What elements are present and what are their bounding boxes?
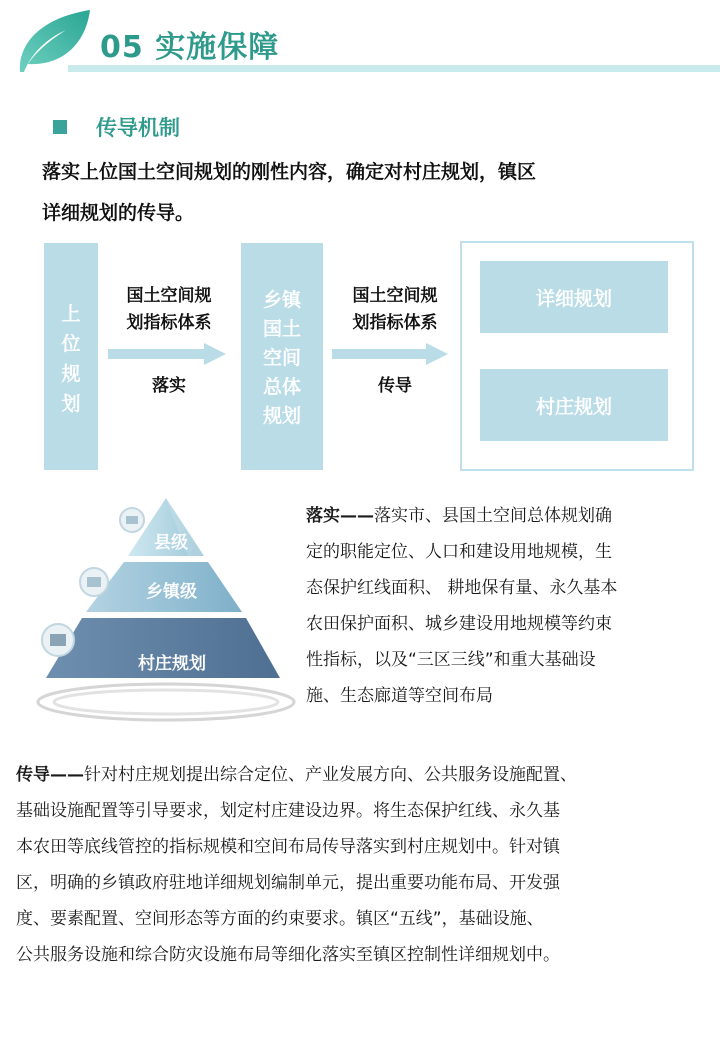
arrow1-label-line: 划指标体系 [126,313,212,333]
arrow2-label-line: 划指标体系 [352,313,438,333]
intro-line-2: 详细规划的传导。 [42,202,195,224]
pyramid-label-township: 乡镇级 [146,582,197,602]
detailed-plans-frame [460,241,694,471]
section-bullet [53,120,67,134]
chuandao-line: 公共服务设施和综合防灾设施布局等细化落实至镇区控制性详细规划中。 [16,945,560,965]
pyramid-label-village: 村庄规划 [138,654,206,674]
detailed-plan-box: 详细规划 [480,261,668,333]
chuandao-description [16,757,716,973]
township-plan-line: 空间 [262,347,301,369]
chuandao-line: 本农田等底线管控的指标规模和空间布局传导落实到村庄规划中。针对镇 [16,837,560,857]
village-plan-box: 村庄规划 [480,369,668,441]
arrow1-label-bottom: 落实 [152,376,186,396]
luoshi-line: 施、生态廊道等空间布局 [306,686,493,706]
chuandao-line: 基础设施配置等引导要求，划定村庄建设边界。将生态保护红线、永久基 [16,801,560,821]
header-rule [68,65,720,72]
planning-pyramid [28,488,308,728]
county-level-icon [120,508,144,532]
arrow1-label-line: 国土空间规 [126,286,212,306]
upper-plan-char: 划 [61,393,81,415]
chuandao-line: 度、要素配置、空间形态等方面的约束要求。镇区“五线”，基础设施、 [16,909,544,929]
upper-plan-char: 规 [61,363,81,385]
township-plan-box [241,243,323,470]
upper-plan-char: 上 [61,303,81,325]
pyramid-base-ring [54,690,278,714]
arrow2-label-bottom: 传导 [378,376,412,396]
intro-paragraph [42,152,692,234]
arrow1-label-top [110,283,228,337]
luoshi-line: 性指标，以及“三区三线”和重大基础设 [306,650,596,670]
intro-line-1: 落实上位国土空间规划的刚性内容，确定对村庄规划，镇区 [42,161,537,183]
chuandao-line [16,757,716,793]
arrow-right-icon [332,343,448,365]
luoshi-line: 农田保护面积、城乡建设用地规模等约束 [306,614,612,634]
luoshi-keyword: 落实—— [306,506,374,526]
arrow-right-icon [108,343,226,365]
upper-plan-char: 位 [61,333,81,355]
luoshi-text: 落实市、县国土空间总体规划确 [374,506,612,526]
township-plan-line: 总体 [262,376,301,398]
arrow2-label-line: 国土空间规 [352,286,438,306]
luoshi-description [306,498,706,714]
upper-plan-box [44,243,98,470]
arrow2-label-top [335,283,455,337]
chuandao-line: 区，明确的乡镇政府驻地详细规划编制单元，提出重要功能布局、开发强 [16,873,560,893]
chuandao-keyword: 传导—— [16,765,84,785]
township-plan-line: 规划 [262,405,301,427]
township-plan-line: 乡镇 [262,289,301,311]
pyramid-label-county: 县级 [154,533,188,553]
luoshi-line: 定的职能定位、人口和建设用地规模，生 [306,542,612,562]
chuandao-text: 针对村庄规划提出综合定位、产业发展方向、公共服务设施配置、 [84,765,577,785]
luoshi-line: 态保护红线面积、 耕地保有量、永久基本 [306,578,618,598]
township-level-icon [80,568,108,596]
luoshi-line [306,498,706,534]
village-level-icon [42,624,74,656]
section-title: 传导机制 [96,116,180,140]
page-title: 05 实施保障 [100,30,280,65]
township-plan-line: 国土 [262,318,301,340]
